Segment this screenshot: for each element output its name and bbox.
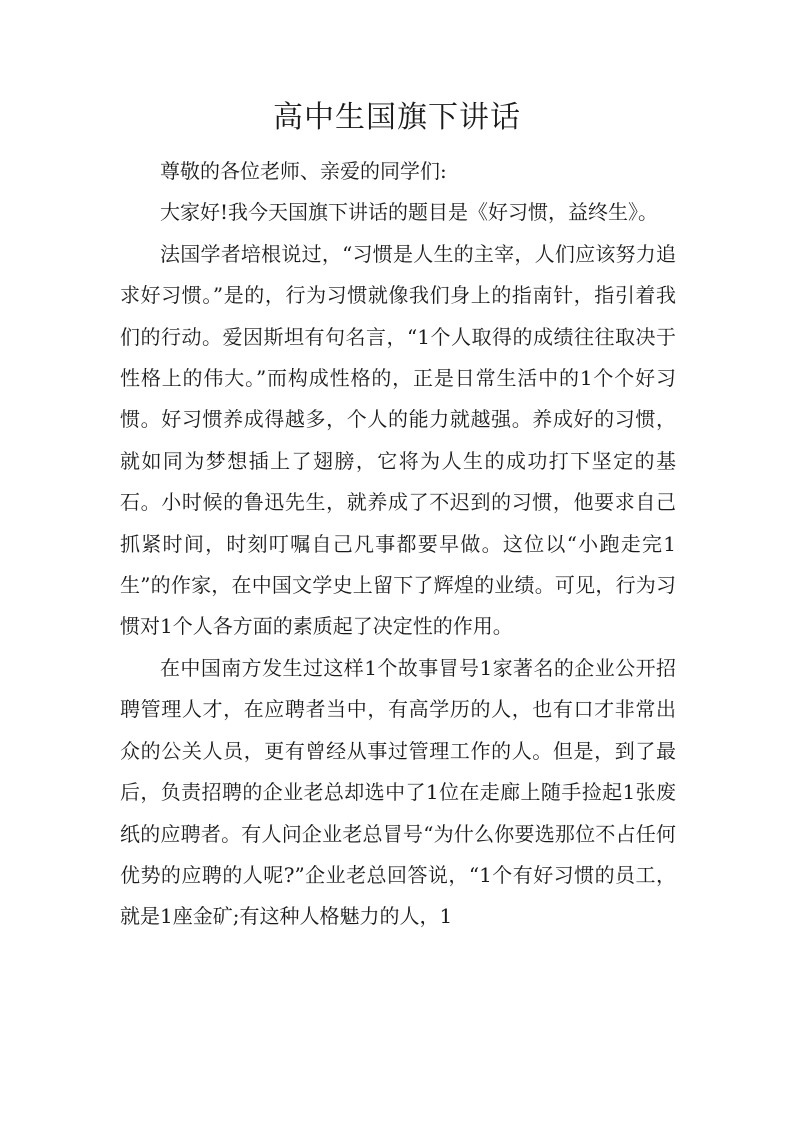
paragraph-greeting: 尊敬的各位老师、亲爱的同学们: <box>160 159 447 183</box>
page-title: 高中生国旗下讲话 <box>273 100 521 135</box>
paragraph-habits: 法国学者培根说过，“习惯是人生的主宰，人们应该努力追求好习惯。”是的，行为习惯就像我们身上的指南针，指引着我们的行动。爱因斯坦有句名言，“1个人取得的成绩往往取决于性格上的伟大。”而构成性格的，正是日常生活中的1个个好习惯。好习惯养成得越多，个人的能力就越强。养成好的习惯，就如同为梦想插上了翅膀，它将为人生的成功打下坚定的基石。小时候的鲁迅先生，就养成了不迟到的习惯，他要求自己抓紧时间，时刻叮嘱自己凡事都要早做。这位以“小跑走完1生”的作家，在中国文学史上留下了辉煌的业绩。可见，行为习惯对1个人各方面的素质起了决定性的作用。 <box>120 241 676 639</box>
paragraph-topic: 大家好!我今天国旗下讲话的题目是《好习惯，益终生》。 <box>160 200 659 225</box>
speech-body <box>120 151 676 938</box>
paragraph-story: 在中国南方发生过这样1个故事冒号1家著名的企业公开招聘管理人才，在应聘者当中，有高学历的人，也有口才非常出众的公关人员，更有曾经从事过管理工作的人。但是，到了最后，负责招聘的企业老总却选中了1位在走廊上随手捡起1张废纸的应聘者。有人问企业老总冒号“为什么你要选那位不占任何优势的应聘的人呢?”企业老总回答说，“1个有好习惯的员工，就是1座金矿;有这种人格魅力的人，1 <box>120 655 676 929</box>
